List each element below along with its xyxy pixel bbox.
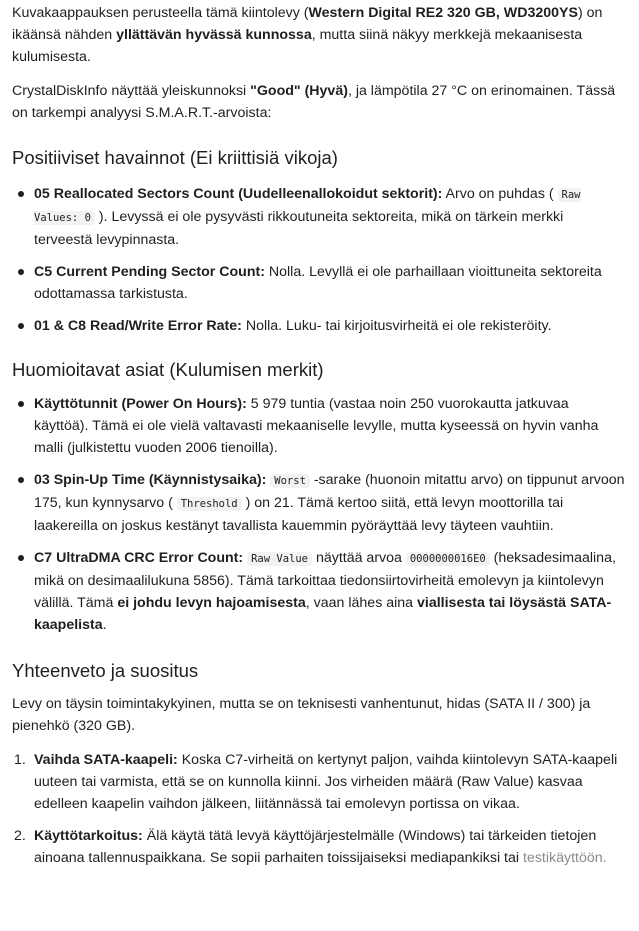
section-heading-wear: Huomioitavat asiat (Kulumisen merkit) <box>12 359 324 380</box>
raw-value-code: Raw Value <box>247 552 312 566</box>
status-paragraph: CrystalDiskInfo näyttää yleiskunnoksi "Good" (Hyvä), ja lämpötila 27 °C on erinomainen. Tässä on tarkempi analyysi S.M.A.R.T.-arvoista: <box>12 83 616 121</box>
disk-model: Western Digital RE2 320 GB, WD3200YS <box>308 5 578 21</box>
positive-list <box>12 183 625 337</box>
hex-value-code: 0000000016E0 <box>406 552 490 566</box>
recommendation-list <box>12 749 625 869</box>
wear-list <box>12 393 625 636</box>
list-item: C5 Current Pending Sector Count: Nolla. Levyllä ei ole parhaillaan vioittuneita sektoreita odottamassa tarkistusta. <box>34 261 625 305</box>
faded-text: testikäyttöön. <box>522 850 607 866</box>
section-heading-positive: Positiiviset havainnot (Ei kriittisiä vikoja) <box>12 147 338 168</box>
health-status: "Good" (Hyvä) <box>250 83 348 99</box>
raw-values-code: Raw Values: 0 <box>34 189 581 224</box>
list-item: Käyttötarkoitus: Älä käytä tätä levyä käyttöjärjestelmälle (Windows) tai tärkeiden tietojen ainoana tallennuspaikkana. Se sopii parhaiten toissijaiseksi mediapankiksi tai testikäyttöön. <box>34 828 607 866</box>
list-item: 01 & C8 Read/Write Error Rate: Nolla. Luku- tai kirjoitusvirheitä ei ole rekisteröity. <box>34 315 625 337</box>
intro-paragraph: Kuvakaappauksen perusteella tämä kiintolevy (Western Digital RE2 320 GB, WD3200YS) on ikäänsä nähden yllättävän hyvässä kunnossa, mutta siinä näkyy merkkejä mekaanisesta kulumisesta. <box>12 5 603 65</box>
summary-paragraph: Levy on täysin toimintakykyinen, mutta se on teknisesti vanhentunut, hidas (SATA II / 300) ja pienehkö (320 GB). <box>12 696 591 734</box>
list-item: Vaihda SATA-kaapeli: Koska C7-virheitä on kertynyt paljon, vaihda kiintolevyn SATA-kaapeli uuteen tai varmista, että se on kunnolla kiinni. Jos virheiden määrä (Raw Value) kasvaa edelleen kaapelin vaihdon jälkeen, liitännässä tai emolevyn portissa on vikaa. <box>34 752 618 812</box>
list-item: 05 Reallocated Sectors Count (Uudelleenallokoidut sektorit): Arvo on puhdas ( Raw Values: 0 ). Levyssä ei ole pysyvästi rikkoutuneita sektoreita, mikä on tärkein merkki terveestä levypinnasta. <box>34 183 625 251</box>
list-item: Käyttötunnit (Power On Hours): 5 979 tuntia (vastaa noin 250 vuorokautta jatkuvaa käyttöä). Tämä ei ole vielä valtavasti mekaaniselle levylle, mutta kyseessä on hyvin vanha malli (julkistettu vuoden 2006 tienoilla). <box>34 393 625 459</box>
threshold-code: Threshold <box>177 497 242 511</box>
list-item: C7 UltraDMA CRC Error Count: Raw Value näyttää arvoa 0000000016E0 (heksadesimaalina, mikä on desimaalilukuna 5856). Tämä tarkoittaa tiedonsiirtovirheitä emolevyn ja kiintolevyn välillä. Tämä ei johdu levyn hajoamisesta, vaan lähes aina viallisesta tai löysästä SATA-kaapelista. <box>34 547 625 636</box>
section-heading-summary: Yhteenveto ja suositus <box>12 660 199 681</box>
condition-summary: yllättävän hyvässä kunnossa <box>116 27 312 43</box>
list-item: 03 Spin-Up Time (Käynnistysaika): Worst -sarake (huonoin mitattu arvo) on tippunut arvoon 175, kun kynnysarvo ( Threshold ) on 21. Tämä kertoo siitä, että levyn moottorilla tai laakereilla on joskus kestänyt tavallista kauemmin pyöräyttää levy täyteen vauhtiin. <box>34 469 625 537</box>
worst-code: Worst <box>270 474 310 488</box>
